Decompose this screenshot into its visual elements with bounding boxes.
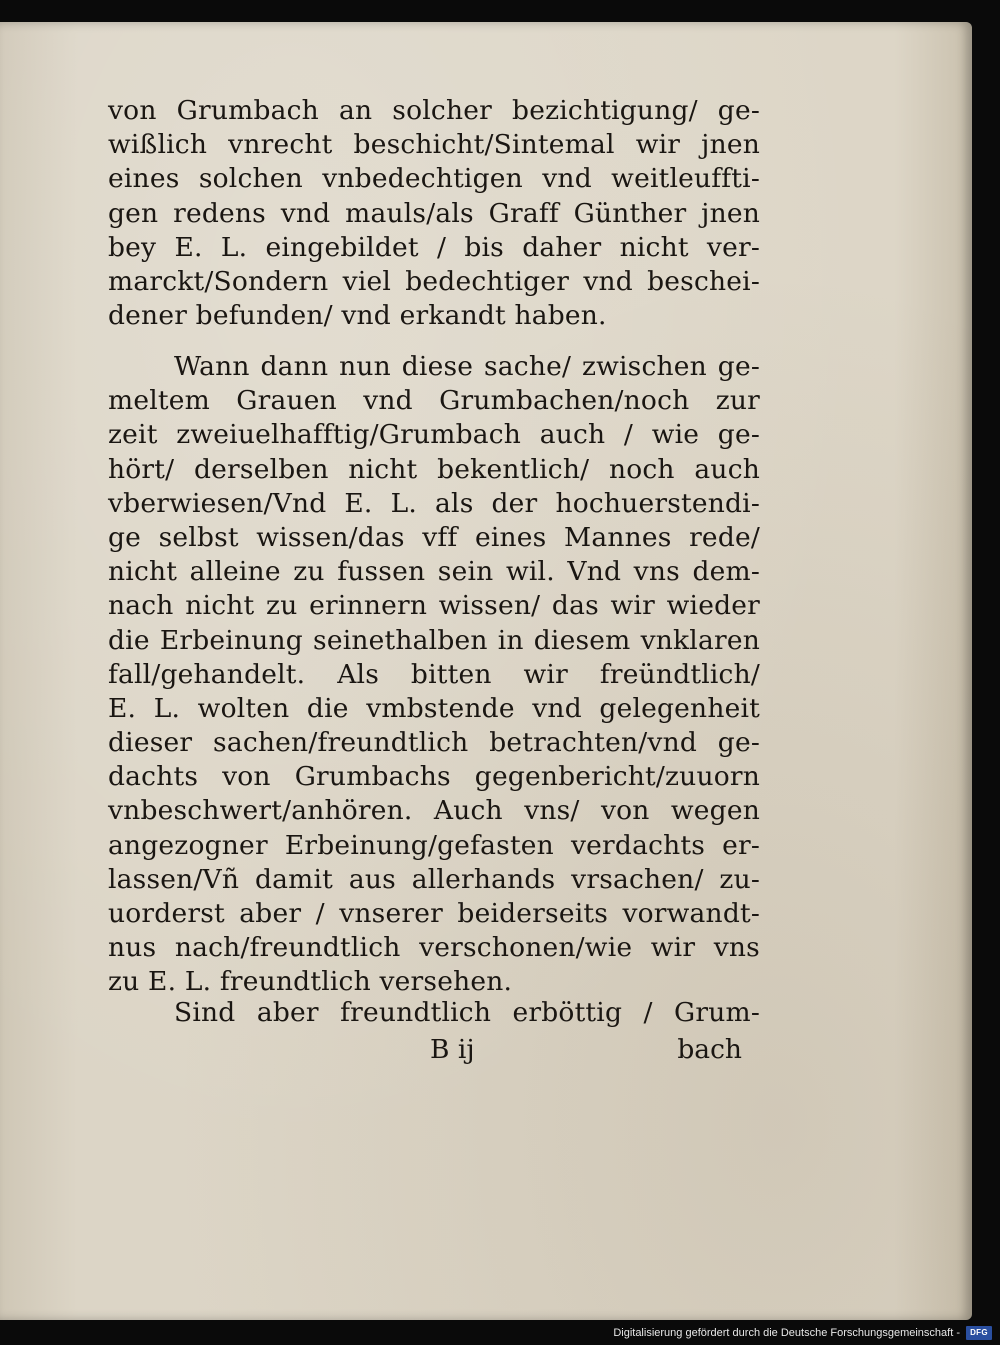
paragraph-3 [108, 996, 760, 1030]
digitization-credit [613, 1320, 992, 1345]
signature-mark: B ij [430, 1034, 475, 1065]
text-line: dener befunden/ vnd erkandt haben. [108, 300, 607, 332]
text-line: Wann dann nun diese sache/ zwischen ge- [174, 351, 760, 382]
text-line: zeit zweiuelhafftig/Grumbach auch / wie ge- [108, 419, 760, 451]
text-line: dachts von Grumbachs gegenbericht/zuuorn [108, 761, 760, 793]
text-line: zu E. L. freundtlich versehen. [108, 966, 513, 998]
text-line: vberwiesen/Vnd E. L. als der hochuerstendi- [108, 487, 760, 519]
text-line: Sind aber freundtlich erböttig / Grum- [174, 997, 760, 1028]
text-line: ge selbst wissen/das vff eines Mannes rede/ [108, 521, 760, 553]
book-page [0, 22, 972, 1320]
text-line: fall/gehandelt. Als bitten wir freündtlich/ [108, 658, 760, 690]
text-line: angezogner Erbeinung/gefasten verdachts er- [108, 829, 760, 861]
page-footer-line [108, 1030, 760, 1070]
text-line: vnbeschwert/anhören. Auch vns/ von wegen [108, 795, 760, 827]
credit-text: Digitalisierung gefördert durch die Deutsche Forschungsgemeinschaft - [613, 1326, 960, 1339]
text-line: wißlich vnrecht beschicht/Sintemal wir jnen [108, 129, 760, 161]
text-line: meltem Grauen vnd Grumbachen/noch zur [108, 385, 760, 417]
paragraph-1 [108, 94, 760, 333]
text-line: gen redens vnd mauls/als Graff Günther jnen [108, 197, 760, 229]
catchword: bach [677, 1034, 742, 1065]
text-line: dieser sachen/freundtlich betrachten/vnd ge- [108, 727, 760, 759]
text-line: die Erbeinung seinethalben in diesem vnklaren [108, 624, 760, 656]
text-line: marckt/Sondern viel bedechtiger vnd beschei- [108, 265, 760, 297]
text-line: nicht alleine zu fussen sein wil. Vnd vns dem- [108, 556, 760, 588]
text-line: nach nicht zu erinnern wissen/ das wir wieder [108, 590, 760, 622]
text-line: hört/ derselben nicht bekentlich/ noch auch [108, 453, 760, 485]
text-line: bey E. L. eingebildet / bis daher nicht ver- [108, 231, 760, 263]
dfg-logo-icon: DFG [966, 1326, 992, 1340]
text-line: E. L. wolten die vmbstende vnd gelegenheit [108, 692, 760, 724]
text-line: lassen/Vñ damit aus allerhands vrsachen/ zu- [108, 863, 760, 895]
text-line: eines solchen vnbedechtigen vnd weitleuffti- [108, 163, 760, 195]
text-line: uorderst aber / vnserer beiderseits vorwandt- [108, 898, 760, 929]
text-line: nus nach/freundtlich verschonen/wie wir vns [108, 932, 760, 964]
text-line: von Grumbach an solcher bezichtigung/ ge- [108, 95, 760, 126]
paragraph-2 [108, 350, 760, 1000]
